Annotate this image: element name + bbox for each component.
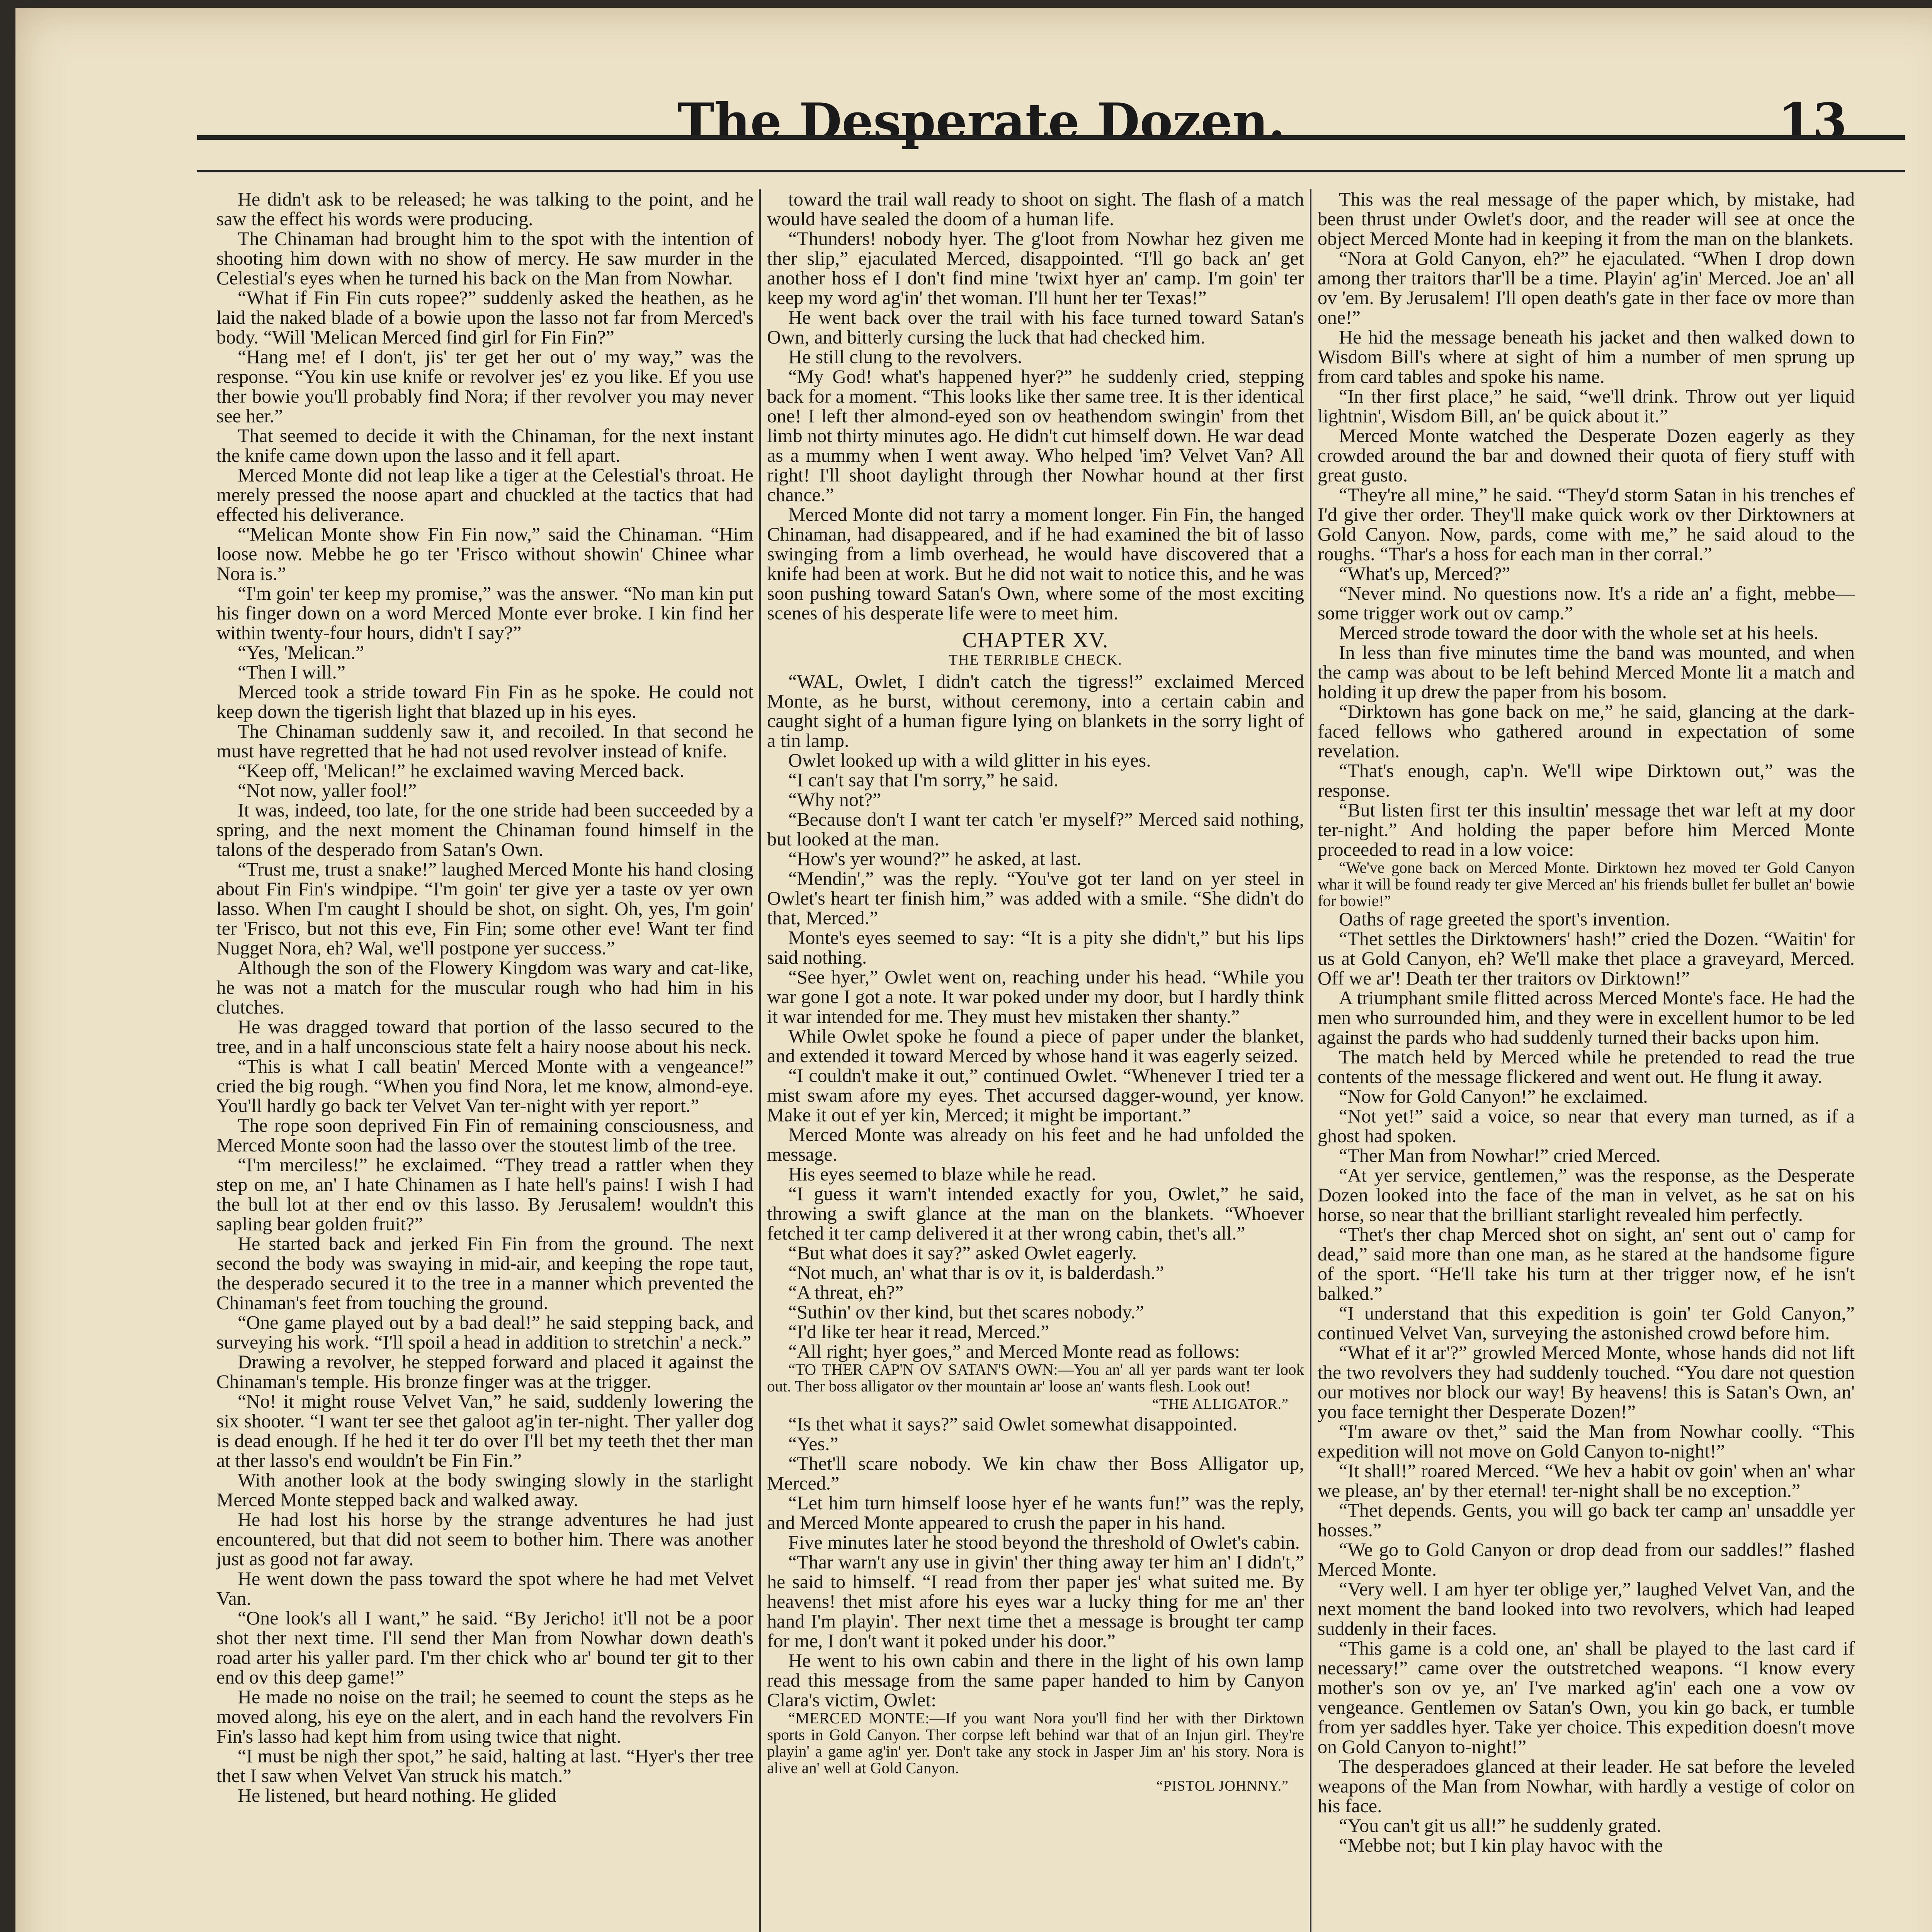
paragraph: “One game played out by a bad deal!” he said stepping back, and surveying his work. “I'll spoil a head in addition to stretchin' a neck.”: [216, 1311, 753, 1353]
paragraph: “Is thet what it says?” said Owlet somewhat disappointed.: [788, 1413, 1238, 1435]
paragraph: “This is what I call beatin' Merced Monte with a vengeance!” cried the big rough. “When you find Nora, let me know, almond-eye. You'll hardly go back ter Velvet Van ter-night with yer report.”: [216, 1055, 753, 1116]
paragraph: He had lost his horse by the strange adventures he had just encountered, but that did not seem to bother him. There was another just as good not far away.: [216, 1509, 753, 1570]
paragraph: “Then I will.”: [238, 661, 346, 683]
paragraph: “But listen first ter this insultin' message thet war left at my door ter-night.” And holding the paper before him Merced Monte proceeded to read in a low voice:: [1318, 799, 1855, 860]
paragraph: “Thet depends. Gents, you will go back ter camp an' unsaddle yer hosses.”: [1318, 1499, 1855, 1541]
paragraph: “I must be nigh ther spot,” he said, halting at last. “Hyer's ther tree thet I saw when Velvet Van struck his match.”: [216, 1745, 753, 1786]
paragraph: He started back and jerked Fin Fin from the ground. The next second the body was swaying in mid-air, and keeping the rope taut, the desperado secured it to the tree in a manner which prevented the Chinaman's feet from touching the ground.: [216, 1233, 753, 1313]
paragraph: With another look at the body swinging slowly in the starlight Merced Monte stepped back and walked away.: [216, 1469, 753, 1510]
paragraph: “Not yet!” said a voice, so near that every man turned, as if a ghost had spoken.: [1318, 1105, 1855, 1146]
header-rule: [197, 135, 1905, 140]
paragraph: “Suthin' ov ther kind, but thet scares nobody.”: [788, 1301, 1144, 1323]
paragraph: “That's enough, cap'n. We'll wipe Dirktown out,” was the response.: [1318, 760, 1855, 801]
paragraph: He listened, but heard nothing. He glided: [238, 1784, 556, 1806]
paragraph: “Hang me! ef I don't, jis' ter get her out o' my way,” was the response. “You kin use knife or revolver jes' ez you like. Ef you use ther bowie you'll probably find Nora; if ther revolver you may never see her.”: [216, 346, 753, 427]
header-rule: [197, 170, 1905, 172]
paragraph: “My God! what's happened hyer?” he suddenly cried, stepping back for a moment. “This looks like ther same tree. It is ther identical one! I left ther almond-eyed son ov heathendom swingin' from thet limb not thirty minutes ago. He didn't cut himself down. He war dead as a mummy when I went away. Who helped 'im? Velvet Van? All right! I'll shoot daylight through ther Nowhar hound at ther first chance.”: [767, 366, 1304, 505]
paragraph: “It shall!” roared Merced. “We hev a habit ov goin' when an' whar we please, an' by ther eternal! ter-night shall be no exception.”: [1318, 1460, 1855, 1501]
paragraph: “Thunders! nobody hyer. The g'loot from Nowhar hez given me ther slip,” ejaculated Merced, disappointed. “I'll go back an' get another hoss ef I don't find mine 'twixt hyer an' camp. I'm goin' ter keep my word ag'in' thet woman. I'll hunt her ter Texas!”: [767, 228, 1304, 308]
paragraph: He hid the message beneath his jacket and then walked down to Wisdom Bill's where at sight of him a number of men sprung up from card tables and spoke his name.: [1318, 326, 1855, 387]
paragraph: “'Melican Monte show Fin Fin now,” said the Chinaman. “Him loose now. Mebbe he go ter 'Frisco without showin' Chinee whar Nora is.”: [216, 523, 753, 584]
paragraph: He didn't ask to be released; he was talking to the point, and he saw the effect his words were producing.: [216, 189, 753, 230]
paragraph: A triumphant smile flitted across Merced Monte's face. He had the men who surrounded him, and they were in excellent humor to be led against the pards who had suddenly turned their backs upon him.: [1318, 987, 1855, 1048]
page-number: 13: [1778, 93, 1847, 151]
paragraph: “What if Fin Fin cuts ropee?” suddenly asked the heathen, as he laid the naked blade of a bowie upon the lasso not far from Merced's body. “Will 'Melican Merced find girl for Fin Fin?”: [216, 287, 753, 348]
paragraph: Merced took a stride toward Fin Fin as he spoke. He could not keep down the tigerish light that blazed up in his eyes.: [216, 681, 753, 722]
note-signature: “THE ALLIGATOR.”: [1152, 1396, 1289, 1412]
paragraph: “In ther first place,” he said, “we'll drink. Throw out yer liquid lightnin', Wisdom Bill, an' be quick about it.”: [1318, 385, 1855, 427]
paragraph: “We go to Gold Canyon or drop dead from our saddles!” flashed Merced Monte.: [1318, 1539, 1855, 1580]
paragraph: “Dirktown has gone back on me,” he said, glancing at the dark-faced fellows who gathered around in expectation of some revelation.: [1318, 701, 1855, 762]
paragraph: “I'm merciless!” he exclaimed. “They tread a rattler when they step on me, an' I hate Chinamen as I hate hell's pains! I wish I had the bull lot at ther end ov this lasso. By Jerusalem! wouldn't this sapling bear golden fruit?”: [216, 1154, 753, 1235]
paragraph: “Not much, an' what thar is ov it, is balderdash.”: [788, 1262, 1164, 1283]
paragraph: Monte's eyes seemed to say: “It is a pity she didn't,” but his lips said nothing.: [767, 927, 1304, 968]
paragraph: “I'm goin' ter keep my promise,” was the answer. “No man kin put his finger down on a word Merced Monte ever broke. I kin find her within twenty-four hours, didn't I say?”: [216, 582, 753, 643]
paragraph: “Nora at Gold Canyon, eh?” he ejaculated. “When I drop down among ther traitors thar'll be a time. Playin' ag'in' Merced. Joe an' all ov 'em. By Jerusalem! I'll open death's gate in ther face ov more than one!”: [1318, 247, 1855, 328]
paragraph: Drawing a revolver, he stepped forward and placed it against the Chinaman's temple. His bronze finger was at the trigger.: [216, 1351, 753, 1392]
paragraph: Oaths of rage greeted the sport's invention.: [1339, 908, 1670, 930]
paragraph: “Why not?”: [788, 789, 881, 810]
quoted-note: “TO THER CAP'N OV SATAN'S OWN:—You an' all yer pards want ter look out. Ther boss alligator ov ther mountain ar' loose an' wants flesh. Look out!: [767, 1361, 1304, 1395]
paragraph: “Very well. I am hyer ter oblige yer,” laughed Velvet Van, and the next moment the band looked into two revolvers, which had leaped suddenly in their faces.: [1318, 1578, 1855, 1639]
paragraph: “I couldn't make it out,” continued Owlet. “Whenever I tried ter a mist swam afore my eyes. Thet accursed dagger-wound, yer know. Make it out ef yer kin, Merced; it might be important.”: [767, 1065, 1304, 1126]
paragraph: He went down the pass toward the spot where he had met Velvet Van.: [216, 1568, 753, 1609]
text-column-1: [216, 189, 753, 1932]
column-3-text-bottom: [1318, 909, 1855, 1855]
paragraph: toward the trail wall ready to shoot on sight. The flash of a match would have sealed the doom of a human life.: [767, 189, 1304, 230]
paragraph: The desperadoes glanced at their leader. He sat before the leveled weapons of the Man from Nowhar, with hardly a vestige of color on his face.: [1318, 1755, 1855, 1816]
paragraph: Merced Monte was already on his feet and he had unfolded the message.: [767, 1124, 1304, 1165]
column-divider: [1310, 189, 1311, 1932]
paragraph: “Mebbe not; but I kin play havoc with the: [1339, 1834, 1663, 1856]
paragraph: “WAL, Owlet, I didn't catch the tigress!” exclaimed Merced Monte, as he burst, without ceremony, into a certain cabin and caught sight of a human figure lying on blankets in the sorry light of a tin lamp.: [767, 670, 1304, 751]
paragraph: “This game is a cold one, an' shall be played to the last card if necessary!” came over the outstretched weapons. “I know every mother's son ov ye, an' I've marked ag'in' each one a vow ov vengeance. Gentlemen ov Satan's Own, you kin go back, er tumble from yer saddles hyer. Take yer choice. This expedition doesn't move on Gold Canyon to-night!”: [1318, 1637, 1855, 1757]
paragraph: That seemed to decide it with the Chinaman, for the next instant the knife came down upon the lasso and it fell apart.: [216, 425, 753, 466]
quoted-note: “MERCED MONTE:—If you want Nora you'll find her with ther Dirktown sports in Gold Canyon. Ther corpse left behind war that of an Injun girl. They're playin' a game ag'in' yer. Don't take any stock in Jasper Jim an' his story. Nora is alive an' well at Gold Canyon.: [767, 1709, 1304, 1777]
chapter-title: THE TERRIBLE CHECK.: [948, 652, 1122, 668]
paragraph: “You can't git us all!” he suddenly grated.: [1339, 1815, 1662, 1836]
paragraph: “Keep off, 'Melican!” he exclaimed waving Merced back.: [238, 760, 685, 781]
paragraph: “Thet's ther chap Merced shot on sight, an' sent out o' camp for dead,” said more than one man, as he stared at the handsome figure of the sport. “He'll take his turn at ther trigger now, ef he isn't balked.”: [1318, 1223, 1855, 1304]
paragraph: Merced Monte did not tarry a moment longer. Fin Fin, the hanged Chinaman, had disappeared, and if he had examined the bit of lasso swinging from a limb overhead, he would have discovered that a knife had been at work. But he did not wait to notice this, and he was soon pushing toward Satan's Own, where some of the most exciting scenes of his desperate life were to meet him.: [767, 503, 1304, 624]
paragraph: This was the real message of the paper which, by mistake, had been thrust under Owlet's door, and the reader will see at once the object Merced Monte had in keeping it from the man on the blankets.: [1318, 189, 1855, 249]
paragraph: “Ther Man from Nowhar!” cried Merced.: [1339, 1145, 1661, 1166]
paragraph: He went to his own cabin and there in the light of his own lamp read this message from the same paper handed to him by Canyon Clara's victim, Owlet:: [767, 1650, 1304, 1711]
chapter-heading: CHAPTER XV.: [962, 628, 1109, 652]
paragraph: Although the son of the Flowery Kingdom was wary and cat-like, he was not a match for the muscular rough who had him in his clutches.: [216, 957, 753, 1018]
column-2-text-bottom: [767, 1414, 1304, 1710]
paragraph: “They're all mine,” he said. “They'd storm Satan in his trenches ef I'd give ther order. They'll make quick work ov ther Dirktowners at Gold Canyon. Now, pards, come with me,” he said aloud to the roughs. “Thar's a hoss for each man in ther corral.”: [1318, 484, 1855, 565]
text-column-3: [1318, 189, 1855, 1932]
paragraph: It was, indeed, too late, for the one stride had been succeeded by a spring, and the next moment the Chinaman found himself in the talons of the desperado from Satan's Own.: [216, 799, 753, 860]
paragraph: Merced strode toward the door with the whole set at his heels.: [1339, 622, 1819, 643]
paragraph: Five minutes later he stood beyond the threshold of Owlet's cabin.: [788, 1531, 1300, 1553]
paragraph: “Now for Gold Canyon!” he exclaimed.: [1339, 1085, 1648, 1107]
paragraph: “Yes, 'Melican.”: [238, 641, 364, 663]
paragraph: “Thet settles the Dirktowners' hash!” cried the Dozen. “Waitin' for us at Gold Canyon, eh? We'll make thet place a graveyard, Merced. Off we ar'! Death ter ther traitors ov Dirktown!”: [1318, 928, 1855, 989]
paragraph: “No! it might rouse Velvet Van,” he said, suddenly lowering the six shooter. “I want ter see thet galoot ag'in ter-night. Ther yaller dog is dead enough. If he hed it ter do over I'll bet my teeth thet ther man at ther lasso's end wouldn't be Fin Fin.”: [216, 1390, 753, 1471]
paragraph: “What ef it ar'?” growled Merced Monte, whose hands did not lift the two revolvers they had suddenly touched. “You dare not question our motives nor block our way! By heavens! this is Satan's Own, an' you face ternight ther Desperate Dozen!”: [1318, 1342, 1855, 1422]
paragraph: “But what does it say?” asked Owlet eagerly.: [788, 1242, 1137, 1264]
column-divider: [759, 189, 761, 1932]
paragraph: The Chinaman had brought him to the spot with the intention of shooting him down with no show of mercy. He saw murder in the Celestial's eyes when he turned his back on the Man from Nowhar.: [216, 228, 753, 289]
paragraph: He went back over the trail with his face turned toward Satan's Own, and bitterly cursing the luck that had checked him.: [767, 306, 1304, 348]
paragraph: “Never mind. No questions now. It's a ride an' a fight, mebbe—some trigger work out ov camp.”: [1318, 582, 1855, 624]
paragraph: Merced Monte did not leap like a tiger at the Celestial's throat. He merely pressed the noose apart and chuckled at the tactics that had effected his deliverance.: [216, 464, 753, 525]
paragraph: In less than five minutes time the band was mounted, and when the camp was about to be left behind Merced Monte lit a match and holding it up drew the paper from his bosom.: [1318, 641, 1855, 702]
paragraph: “Yes.”: [788, 1433, 838, 1454]
paragraph: “A threat, eh?”: [788, 1281, 904, 1303]
paragraph: He was dragged toward that portion of the lasso secured to the tree, and in a half unconscious state felt a hairy noose about his neck.: [216, 1016, 753, 1057]
paragraph: “I guess it warn't intended exactly for you, Owlet,” he said, throwing a swift glance at the man on the blankets. “Whoever fetched it ter camp delivered it at ther wrong cabin, thet's all.”: [767, 1183, 1304, 1244]
paragraph: While Owlet spoke he found a piece of paper under the blanket, and extended it toward Merced by whose hand it was eagerly seized.: [767, 1025, 1304, 1066]
paragraph: “Thar warn't any use in givin' ther thing away ter him an' I didn't,” he said to himself. “I read from ther paper jes' what suited me. By heavens! thet mist afore his eyes war a lucky thing for me an' ther hand I'm playin'. Ther next time thet a message is brought ter camp for me, I don't want it poked under his door.”: [767, 1551, 1304, 1651]
paragraph: “I'd like ter hear it read, Merced.”: [788, 1321, 1049, 1342]
paragraph: “Trust me, trust a snake!” laughed Merced Monte his hand closing about Fin Fin's windpipe. “I'm goin' ter give yer a taste ov yer own lasso. When I'm caught I should be shot, on sight. Oh, yes, I'm goin' ter 'Frisco, but not this eve, Fin Fin; some other eve! Want ter find Nugget Nora, eh? Wal, we'll postpone yer success.”: [216, 858, 753, 959]
paragraph: “See hyer,” Owlet went on, reaching under his head. “While you war gone I got a note. It war poked under my door, but I hardly think it war intended for me. They must hev mistaken ther shanty.”: [767, 966, 1304, 1027]
paragraph: “Because don't I want ter catch 'er myself?” Merced said nothing, but looked at the man.: [767, 808, 1304, 850]
column-2-text-middle: [767, 672, 1304, 1361]
paragraph: The Chinaman suddenly saw it, and recoiled. In that second he must have regretted that he had not used revolver instead of knife.: [216, 720, 753, 762]
paragraph: “I'm aware ov thet,” said the Man from Nowhar coolly. “This expedition will not move on Gold Canyon to-night!”: [1318, 1420, 1855, 1462]
column-2-text-top: [767, 189, 1304, 623]
paragraph: Merced Monte watched the Desperate Dozen eagerly as they crowded around the bar and downed their quota of fiery stuff with great gusto.: [1318, 425, 1855, 486]
paragraph: “One look's all I want,” he said. “By Jericho! it'll not be a poor shot ther next time. I'll send ther Man from Nowhar down death's road arter his yaller pard. I'm ther chick who ar' bound ter git to ther end ov this deep game!”: [216, 1607, 753, 1688]
quoted-note: “We've gone back on Merced Monte. Dirktown hez moved ter Gold Canyon whar it will be found ready ter give Merced an' his friends bullet fer bullet an' bowie for bowie!”: [1318, 859, 1855, 910]
newspaper-page: [15, 8, 1932, 1932]
column-3-text-top: [1318, 189, 1855, 859]
paragraph: “All right; hyer goes,” and Merced Monte read as follows:: [788, 1340, 1240, 1362]
paragraph: “I can't say that I'm sorry,” he said.: [788, 769, 1059, 791]
paragraph: “At yer service, gentlemen,” was the response, as the Desperate Dozen looked into the face of the man in velvet, as he sat on his horse, so near that the brilliant starlight revealed him perfectly.: [1318, 1164, 1855, 1225]
paragraph: The rope soon deprived Fin Fin of remaining consciousness, and Merced Monte soon had the lasso over the stoutest limb of the tree.: [216, 1114, 753, 1156]
paragraph: Owlet looked up with a wild glitter in his eyes.: [788, 749, 1151, 771]
paragraph: “Mendin',” was the reply. “You've got ter land on yer steel in Owlet's heart ter finish him,” was added with a smile. “She didn't do that, Merced.”: [767, 867, 1304, 929]
paragraph: “Not now, yaller fool!”: [238, 779, 417, 801]
paragraph: His eyes seemed to blaze while he read.: [788, 1163, 1096, 1185]
paragraph: The match held by Merced while he pretended to read the true contents of the message flickered and went out. He flung it away.: [1318, 1046, 1855, 1087]
paragraph: “How's yer wound?” he asked, at last.: [788, 848, 1082, 869]
paragraph: He made no noise on the trail; he seemed to count the steps as he moved along, his eye on the alert, and in each hand the revolvers Fin Fin's lasso had kept him from using twice that night.: [216, 1686, 753, 1747]
paragraph: “Let him turn himself loose hyer ef he wants fun!” was the reply, and Merced Monte appeared to crush the paper in his hand.: [767, 1492, 1304, 1533]
note-signature: “PISTOL JOHNNY.”: [1156, 1778, 1289, 1794]
paragraph: “Thet'll scare nobody. We kin chaw ther Boss Alligator up, Merced.”: [767, 1452, 1304, 1494]
paragraph: “What's up, Merced?”: [1339, 563, 1510, 584]
paragraph: He still clung to the revolvers.: [788, 346, 1022, 367]
text-column-2: [767, 189, 1304, 1932]
running-title: The Desperate Dozen.: [677, 93, 1286, 151]
paragraph: “I understand that this expedition is goin' ter Gold Canyon,” continued Velvet Van, surveying the astonished crowd before him.: [1318, 1302, 1855, 1344]
